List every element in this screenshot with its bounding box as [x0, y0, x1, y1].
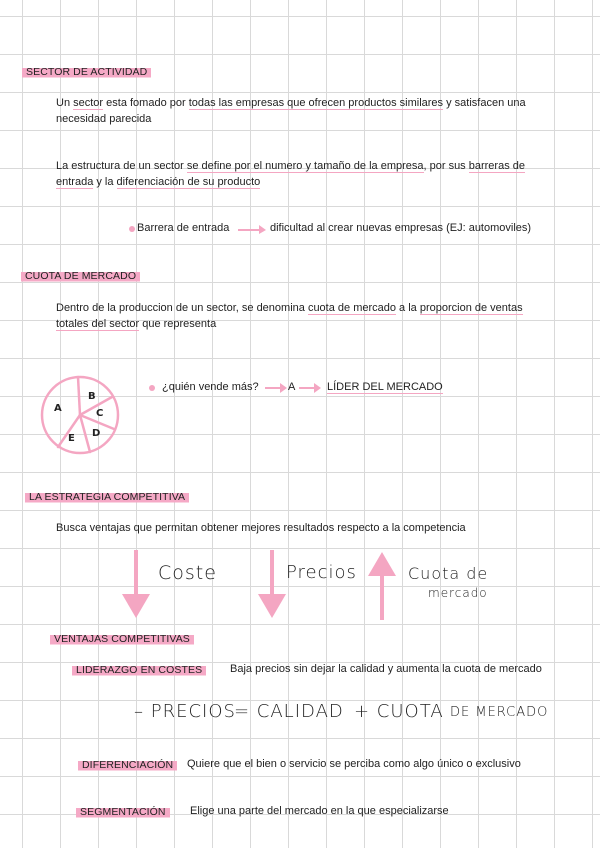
pie-label-e: E: [68, 433, 75, 444]
cuota-line2: [56, 316, 523, 332]
sector-p2-line2: [56, 174, 525, 190]
text: , por sus: [423, 160, 469, 172]
underlined-text: barreras de: [468, 160, 526, 172]
sector-paragraph-1: [56, 95, 526, 127]
text: que representa: [139, 318, 217, 330]
estrategia-item-precios: Precios: [286, 562, 357, 583]
pie-divider: [80, 415, 90, 452]
arrow-right-icon: [298, 382, 322, 394]
underlined-text: todas las empresas que ofrecen productos similares: [188, 97, 444, 109]
text: Dentro de la produccion de un sector, se denomina: [56, 302, 308, 314]
arrow-down-icon: [120, 550, 152, 622]
text: y satisfacen una: [443, 97, 526, 109]
underlined-text: sector: [73, 97, 104, 109]
sector-p1-line1: [56, 95, 526, 111]
sector-paragraph-2: [56, 158, 525, 190]
leader-label: LÍDER DEL MERCADO: [327, 381, 443, 393]
arrow-right-icon: [264, 382, 288, 394]
estrategia-item-cuota-line2: mercado: [428, 586, 488, 600]
arrow-down-icon: [256, 550, 288, 622]
arrow-up-icon: [366, 550, 398, 622]
segmentacion-desc: Elige una parte del mercado en la que especializarse: [190, 805, 449, 817]
leader-question: ¿quién vende más?: [162, 381, 259, 393]
bullet-dot: [149, 385, 155, 391]
pie-label-c: C: [96, 408, 104, 419]
underlined-text: proporcion de ventas: [419, 302, 523, 314]
estrategia-item-coste: Coste: [158, 562, 217, 584]
pie-label-a: A: [54, 403, 62, 414]
formula-precios: – PRECIOS: [134, 701, 236, 722]
underlined-text: se define por el numero y tamaño de la empresa: [186, 160, 424, 172]
subheading-diferenciacion: DIFERENCIACIÓN: [78, 758, 177, 772]
underlined-text: diferenciación de su producto: [116, 176, 261, 188]
text: Un: [56, 97, 74, 109]
bullet-dot: [129, 226, 135, 232]
section-heading-ventajas: VENTAJAS COMPETITIVAS: [50, 632, 194, 646]
pie-divider: [78, 377, 80, 415]
section-heading-cuota: CUOTA DE MERCADO: [21, 269, 140, 283]
barrier-label: Barrera de entrada: [137, 222, 230, 234]
pie-label-b: B: [88, 391, 96, 402]
underlined-text: cuota de mercado: [307, 302, 396, 314]
arrow-right-icon: [237, 223, 267, 235]
text: y la: [93, 176, 117, 188]
leader-answer-letter: A: [288, 381, 296, 393]
cuota-paragraph: [56, 300, 523, 332]
section-heading-estrategia: LA ESTRATEGIA COMPETITIVA: [25, 490, 189, 504]
estrategia-desc: Busca ventajas que permitan obtener mejores resultados respecto a la competencia: [56, 522, 466, 534]
estrategia-item-cuota-line1: Cuota de: [408, 564, 489, 583]
sector-p1-line2: necesidad parecida: [56, 113, 152, 125]
liderazgo-desc: Baja precios sin dejar la calidad y aumenta la cuota de mercado: [230, 663, 542, 675]
pie-chart-icon: [38, 373, 122, 457]
subheading-liderazgo: LIDERAZGO EN COSTES: [72, 663, 206, 677]
underlined-text: totales del sector: [56, 318, 140, 330]
barrier-desc: dificultad al crear nuevas empresas (EJ: automoviles): [270, 222, 532, 234]
subheading-segmentacion: SEGMENTACIÓN: [76, 805, 170, 819]
text: La estructura de un sector: [56, 160, 187, 172]
text: esta fomado por: [103, 97, 189, 109]
sector-p2-line1: [56, 158, 525, 174]
formula-calidad: = CALIDAD: [234, 701, 344, 722]
underlined-text: entrada: [56, 176, 94, 188]
diferenciacion-desc: Quiere que el bien o servicio se perciba como algo único o exclusivo: [187, 758, 521, 770]
text: a la: [396, 302, 420, 314]
section-heading-sector: SECTOR DE ACTIVIDAD: [22, 65, 151, 79]
cuota-line1: [56, 300, 523, 316]
formula-cuota: + CUOTA: [354, 701, 444, 722]
formula-mercado: DE MERCADO: [450, 705, 549, 720]
pie-label-d: D: [92, 428, 101, 439]
